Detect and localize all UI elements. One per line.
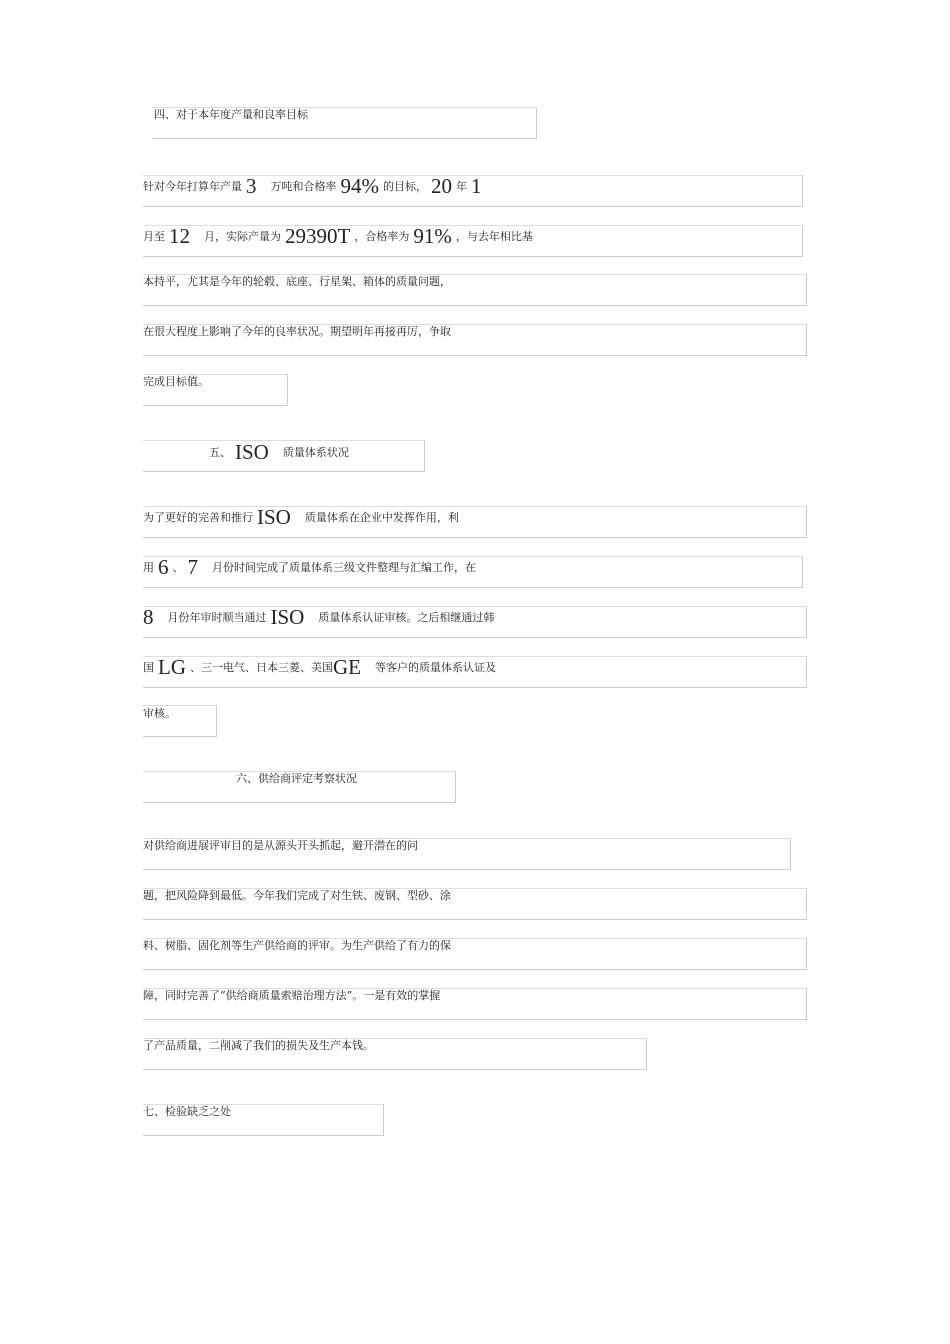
heading-text: 六、供给商评定考察状况 bbox=[236, 772, 357, 785]
paragraph-line bbox=[143, 838, 791, 870]
line-text: 在很大程度上影响了今年的良率状况。期望明年再接再厉，争取 bbox=[143, 325, 451, 338]
line-text bbox=[143, 224, 533, 248]
text: 万吨和合格率 bbox=[270, 180, 337, 193]
number: 6 bbox=[158, 555, 169, 579]
line-text: 本持平，尤其是今年的轮毂、底座、行星架、箱体的质量问题， bbox=[143, 275, 451, 288]
number: 12 bbox=[169, 224, 190, 248]
text: 月至 bbox=[143, 230, 165, 243]
number: 91% bbox=[413, 224, 452, 248]
paragraph-line bbox=[143, 324, 807, 356]
paragraph-line bbox=[143, 656, 807, 688]
paragraph-line bbox=[143, 888, 807, 920]
line-text bbox=[143, 505, 459, 529]
number: 29390T bbox=[285, 224, 351, 248]
paragraph-line bbox=[143, 225, 803, 257]
line-text: 料、树脂、固化剂等生产供给商的评审。为生产供给了有力的保 bbox=[143, 939, 451, 952]
acronym: ISO bbox=[257, 505, 291, 529]
text: 五、 bbox=[209, 446, 231, 459]
acronym: GE bbox=[333, 655, 361, 679]
acronym: LG bbox=[158, 655, 186, 679]
line-text bbox=[143, 655, 496, 679]
paragraph-line bbox=[143, 938, 807, 970]
paragraph-line bbox=[143, 274, 807, 306]
text: 质量体系认证审核。之后相继通过韩 bbox=[318, 611, 495, 624]
text: 月，实际产量为 bbox=[204, 230, 281, 243]
paragraph-line bbox=[143, 988, 807, 1020]
number: 1 bbox=[471, 174, 482, 198]
text: 为了更好的完善和推行 bbox=[143, 511, 253, 524]
text: 等客户的质量体系认证及 bbox=[375, 661, 496, 674]
number: 94% bbox=[340, 174, 379, 198]
line-text: 审核。 bbox=[143, 707, 176, 720]
paragraph-line bbox=[143, 705, 217, 737]
section-4-heading bbox=[152, 107, 537, 139]
text: 国 bbox=[143, 661, 154, 674]
paragraph-line bbox=[143, 556, 803, 588]
text: ，合格率为 bbox=[354, 230, 410, 243]
number: 8 bbox=[143, 605, 154, 629]
paragraph-line bbox=[143, 506, 807, 538]
line-text: 对供给商进展评审目的是从源头开头抓起，避开潜在的问 bbox=[143, 839, 418, 852]
line-text: 障，同时完善了“供给商质量索赔治理方法”。一是有效的掌握 bbox=[143, 989, 441, 1002]
text: ，与去年相比基 bbox=[455, 230, 533, 243]
paragraph-line bbox=[143, 606, 807, 638]
text: 月份时间完成了质量体系三级文件整理与汇编工作，在 bbox=[212, 561, 476, 574]
heading-text: 七、检验缺乏之处 bbox=[143, 1105, 231, 1118]
paragraph-line bbox=[143, 175, 803, 207]
text: 、 bbox=[172, 561, 184, 574]
section-6-heading bbox=[143, 771, 456, 803]
text: 用 bbox=[143, 561, 154, 574]
line-text: 题，把风险降到最低。今年我们完成了对生铁、废钢、型砂、涂 bbox=[143, 889, 451, 902]
number: 3 bbox=[246, 174, 257, 198]
text: 针对今年打算年产量 bbox=[143, 180, 242, 193]
paragraph-line bbox=[143, 1038, 647, 1070]
text: 月份年审时顺当通过 bbox=[167, 611, 267, 624]
text: 的目标， bbox=[383, 180, 427, 193]
heading-text: 四、对于本年度产量和良率目标 bbox=[154, 108, 308, 121]
line-text: 了产品质量，二削减了我们的损失及生产本钱。 bbox=[143, 1039, 374, 1052]
text: 质量体系在企业中发挥作用，利 bbox=[304, 511, 459, 524]
text: 年 bbox=[456, 180, 467, 193]
number: 7 bbox=[187, 555, 198, 579]
line-text bbox=[143, 174, 486, 198]
line-text bbox=[143, 555, 476, 579]
acronym: ISO bbox=[270, 605, 305, 629]
heading-text bbox=[209, 440, 349, 464]
line-text bbox=[143, 605, 495, 629]
paragraph-line bbox=[143, 374, 288, 406]
section-5-heading bbox=[143, 440, 425, 472]
line-text: 完成目标值。 bbox=[143, 375, 209, 388]
text: 质量体系状况 bbox=[282, 446, 349, 459]
number: 20 bbox=[431, 174, 452, 198]
section-7-heading bbox=[143, 1104, 384, 1136]
text: 、三一电气、日本三菱、美国 bbox=[190, 661, 333, 674]
acronym: ISO bbox=[235, 440, 269, 464]
